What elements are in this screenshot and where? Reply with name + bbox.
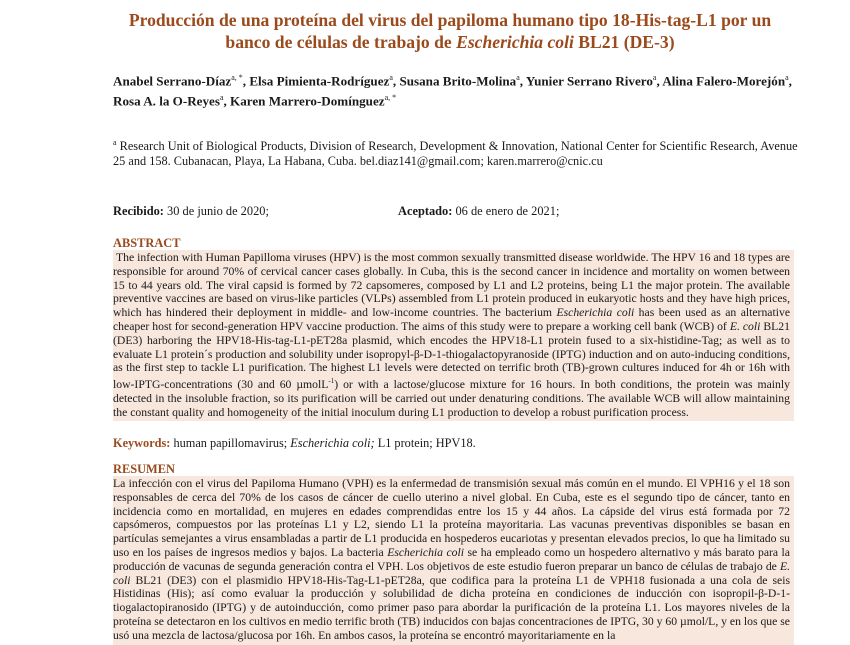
accepted-date: Aceptado: 06 de enero de 2021;: [398, 204, 560, 218]
received-date: Recibido: 30 de junio de 2020;: [113, 204, 269, 218]
author-name: Anabel Serrano-Díaz: [113, 73, 232, 89]
keywords: Keywords: human papillomavirus; Escherichia coli; L1 protein; HPV18.: [113, 436, 476, 450]
author-name: Rosa A. la O-Reyes: [113, 93, 220, 109]
author-name: Alina Falero-Morejón: [662, 73, 786, 89]
abstract-text: The infection with Human Papilloma viruses (HPV) is the most common sexually transmitted disease worldwide. The HPV 16 and 18 types are responsible for around 70% of cervical cancer cases globally. In Cuba, this is the second cancer in incidence and mortality on women between 15 to 44 years old. The viral capsid is formed by 72 capsomeres, composed by L1 and L2 proteins, being L1 the major protein. The available preventive vaccines are based on virus-like particles (VLPs) assembled from L1 protein produced in eukaryotic hosts and they have high prices, which has hindered their deployment in middle- and low-income countries. The bacterium Escherichia coli has been used as an alternative cheaper host for second-generation HPV vaccine production. The aims of this study were to prepare a working cell bank (WCB) of E. coli BL21 (DE3) harboring the HPV18-His-tag-L1-pET28a plasmid, which encodes the HPV18-L1 protein fused to a six-histidine-Tag; as well as to evaluate L1 protein´s production and solubility under isopropyl-β-D-1-thiogalactopyranoside (IPTG) induction and on auto-inducing conditions, as the first step to tackle L1 purification. The highest L1 levels were detected on terrific broth (TB)-grown cultures induced for 4h or 16h with low-IPTG-concentrations (30 and 60 µmolL$^{-1}$) or with a lactose/glucose mixture for 16 hours. In both conditions, the protein was mainly detected in the insoluble fraction, so its purification will be carried out under denaturing conditions. The available WCB will allow maintaining the constant quality and homogeneity of the initial inoculum during L1 production to develop a robust purification process.: [113, 250, 794, 421]
author-name: Elsa Pimienta-Rodríguez: [249, 73, 390, 89]
author-name: Yunier Serrano Rivero: [525, 73, 653, 89]
author-name: Karen Marrero-Domínguez: [230, 93, 385, 109]
author-list: Anabel Serrano-Díaz$^{a, *}$, Elsa Pimienta-Rodríguez$^a$, Susana Brito-Molina$^a$, Yunier Serrano Rivero$^a$, Alina Falero-Morejón$^a$, Rosa A. la O-Reyes$^a$, Karen Marrero-Domínguez$^{a, *}$: [113, 73, 792, 109]
abstract-heading: ABSTRACT: [113, 236, 181, 250]
article-title: Producción de una proteína del virus del papiloma humano tipo 18-His-tag-L1 por un banco de células de trabajo de Escherichia coli BL21 (DE-3): [128, 10, 772, 52]
resumen-heading: RESUMEN: [113, 462, 175, 476]
author-name: Susana Brito-Molina: [399, 73, 517, 89]
affiliation: $^a$ Research Unit of Biological Products, Division of Research, Development & Innovation, National Center for Scientific Research, Avenue 25 and 158. Cubanacan, Playa, La Habana, Cuba. bel.diaz141@gmail.com; karen.marrero@cnic.cu: [113, 138, 798, 169]
resumen-text: La infección con el virus del Papiloma Humano (VPH) es la enfermedad de transmisión sexual más común en el mundo. El VPH16 y el 18 son responsables de cerca del 70% de los casos de cáncer de cuello uterino a nivel global. En Cuba, este es el segundo tipo de cáncer, tanto en incidencia como en mortalidad, en mujeres en edades comprendidas entre los 15 y 44 años. La cápside del virus está formada por 72 capsómeros, compuestos por las proteínas L1 y L2, siendo L1 la proteína mayoritaria. Las vacunas preventivas disponibles se basan en partículas semejantes a virus ensambladas a partir de L1 producida en hospederos eucariotas y presentan elevados precios, lo que ha limitado su uso en los países de ingresos medios y bajos. La bacteria Escherichia coli se ha empleado como un hospedero alternativo y más barato para la producción de vacunas de segunda generación contra el VPH. Los objetivos de este estudio fueron preparar un banco de células de trabajo de E. coli BL21 (DE3) con el plasmidio HPV18-His-Tag-L1-pET28a, que codifica para la proteína L1 de VPH18 fusionada a una cola de seis Histidinas (His); así como evaluar la producción y solubilidad de dicha proteína en condiciones de inducción con isopropil-β-D-1-tiogalactopiranosido (IPTG) y de autoinducción, como primer paso para abordar la purificación de la proteína L1. Los mayores niveles de la proteína se detectaron en los cultivos en medio terrific broth (TB) inducidos con bajas concentraciones de IPTG, 30 y 60 µmol/L, y en los que se usó una mezcla de lactosa/glucosa por 16h. En ambos casos, la proteína se encontró mayoritariamente en la: [113, 476, 794, 645]
keywords-label: Keywords:: [113, 436, 171, 450]
